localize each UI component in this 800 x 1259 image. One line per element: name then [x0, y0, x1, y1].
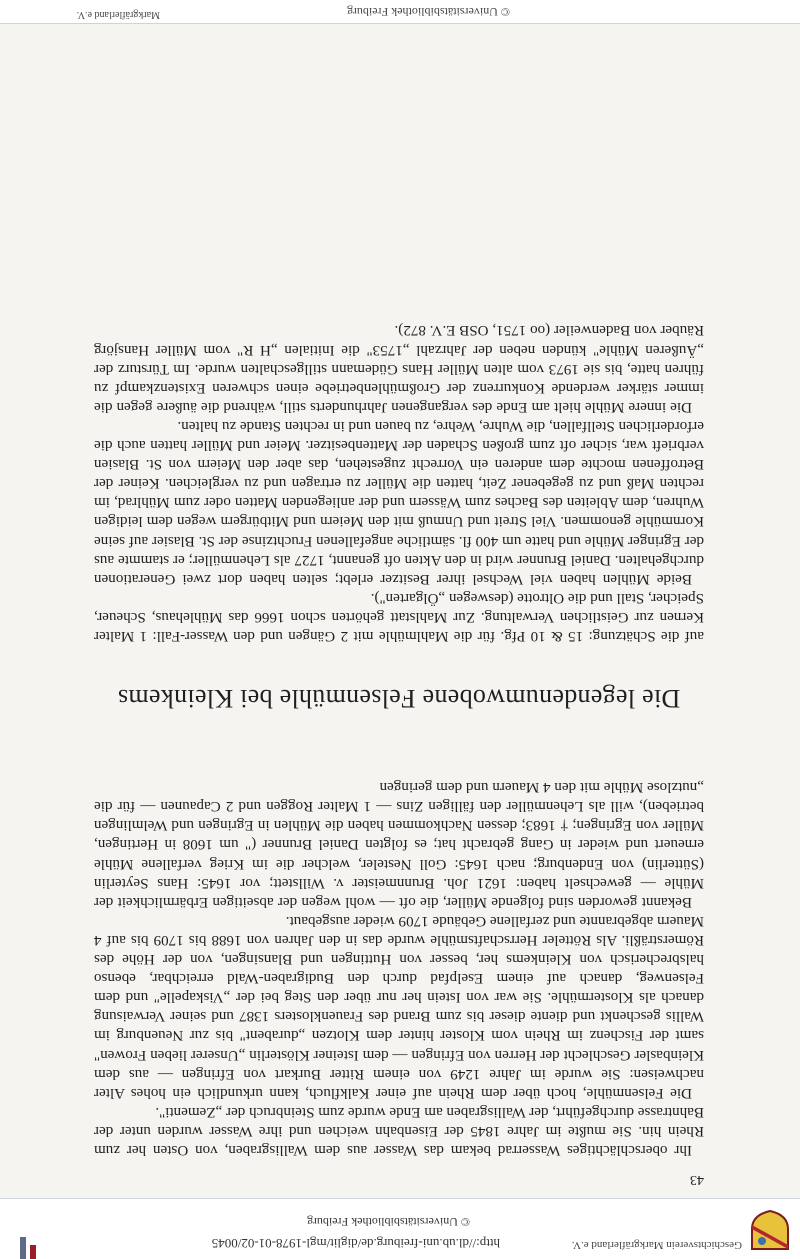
paragraph: Beide Mühlen haben viel Wechsel ihrer Besitzer erlebt; selten haben dort zwei Generationen durchgehalten. Daniel Brunner wird in den Akten oft genannt, 1727 als Lehenmüller; er stammte aus der Egringer Mühle und hatte um 400 fl. sämtliche angefallenen Fruchtzinse der St. Blasier auf seine Kornmühle genommen. Viel Streit und Unmuß mit den Meiern und Mitbürgern wegen dem leidigen Wuhren, dem Ableiten des Baches zum Wässern und der anliegenden Matten oder zum Mühlrad, im rechten Maß und zu gegebener Zeit, hatten die Müller zu ertragen und zu vergleichen. Keiner der Betroffenen mochte dem anderen ein Vorrecht zugestehen, das aber den Meiern von St. Blasien verbrieft war, sicher oft zum großen Schaden der Mattenbesitzer. Meier und Müller hatten auch die erforderlichen Stellfallen, die Wuhre, Wehre, zu bauen und in rechten Stande zu halten. — [94, 417, 704, 587]
paragraph: auf die Schätzung: 15 & 10 Pfg. für die Mahlmühle mit 2 Gängen und den Wasser-Fall: 1 Malter Kernen zur Geistlichen Verwaltung. Zur Mahlstatt gehörten schon 1666 das Mühlehaus, Scheuer, Speicher, Stall und die Oltrotte (deswegen „Ölgarten"). — [94, 589, 704, 644]
paragraph: Ihr oberschlächtiges Wasserrad bekam das Wasser aus dem Wallisgraben, von Osten her zum Rhein hin. Sie mußte im Jahre 1845 der Eisenbahn weichen und ihre Wasser wurden unter der Bahntrasse durchgeführt, der Wallisgraben am Ende wurde zum Steinbruch der „Zementi". — [94, 1103, 704, 1158]
header-org: Geschichtsverein Markgräflerland e.V. — [571, 1239, 742, 1251]
footer-institution: © Universitätsbibliothek Freiburg — [347, 5, 510, 19]
header-institution: © Universitätsbibliothek Freiburg — [307, 1215, 470, 1229]
paragraph: Bekannt geworden sind folgende Müller, die oft — wohl wegen der abseitigen Erbärmlichkeit der Mühle — gewechselt haben: 1621 Joh. Brunnmeister v. Willstett; vor 1645: Hans Seyterlin (Sütterlin) von Endenburg; nach 1645: Goll Nesteler, welcher die im Krieg verfallene Mühle erneuert und wieder in Gang gebracht hat; es folgten Daniel Brunner (" um 1608 in Hertingen, Müller von Egringen; † 1683; dessen Nachkommen haben die Mühlen in Egringen und Welmlingen betrieben), will als Lehenmüller den fälligen Zins — 1 Malter Roggen und 2 Capaunen — für die „nutzlose Mühle mit den 4 Mauern und dem geringen — [94, 779, 704, 910]
brand-mark-2 — [20, 1237, 26, 1259]
coat-of-arms-logo — [748, 1209, 792, 1253]
section-heading: Die legendenumwobene Felsenmühle bei Kleinkems — [117, 684, 681, 713]
viewer-header — [0, 1198, 800, 1259]
text-block-lower — [94, 777, 704, 1159]
footer-org: Markgräflerland e.V. — [76, 9, 160, 20]
permalink[interactable]: http://dl.ub.uni-freiburg.de/diglit/mgl-1978-01-02/0045 — [211, 1236, 500, 1251]
text-block-upper — [94, 320, 704, 645]
viewer-footer — [0, 0, 800, 24]
paragraph: Die Felsenmühle, hoch über dem Rhein auf einer Kalkfluch, kann urkundlich ein hohes Alter nachweisen: Sie wurde im Jahre 1249 von einem Ritter Burkart von Efringen — aus dem Kleinbasler Geschlecht der Herren von Efringen — dem Isteiner Klösterlin „Unserer lieben Frowen" samt der Fischenz im Rhein vom Kloster hinter dem Klotzen „durabent" bis zur Neuenburg im Wallis geschenkt und diente dieser bis zum Brand des Frauenklosters 1387 und seiner Verwaisung danach als Klostermühle. Sie war von Istein her nur über den Steg bei der „Viskapelle" und dem Felsenweg, danach auf einem Eselpfad durch den Budigraben-Wald erreichbar, ebenso halsbrecherisch von Kleinkems her, besser von Huttingen und Blansingen, von der Höhe des Römersträßli. Als Rötteler Herrschaftsmühle wurde das in den Jahren von 1688 bis 1709 bis auf 4 Mauern abgebrannte und zerfallene Gebäude 1709 wieder ausgebaut. — [94, 912, 704, 1101]
brand-mark — [30, 1245, 36, 1259]
page-number: 43 — [690, 1172, 704, 1187]
paragraph: Die innere Mühle hielt am Ende des vergangenen Jahrhunderts still, während die äußere gegen die immer stärker werdende Konkurrenz der Großmühlenbetriebe einen schweren Existenzkampf zu führen hatte, bis sie 1973 vom alten Müller Hans Güdemann stillgeschalten wurde. Im Türsturz der „Äußeren Mühle" künden neben der Jahrzahl „1753" die Initialen „H R" vom Müller Hansjörg Räuber von Badenweiler (oo 1751, OSB E.V. 872). — [94, 322, 704, 415]
